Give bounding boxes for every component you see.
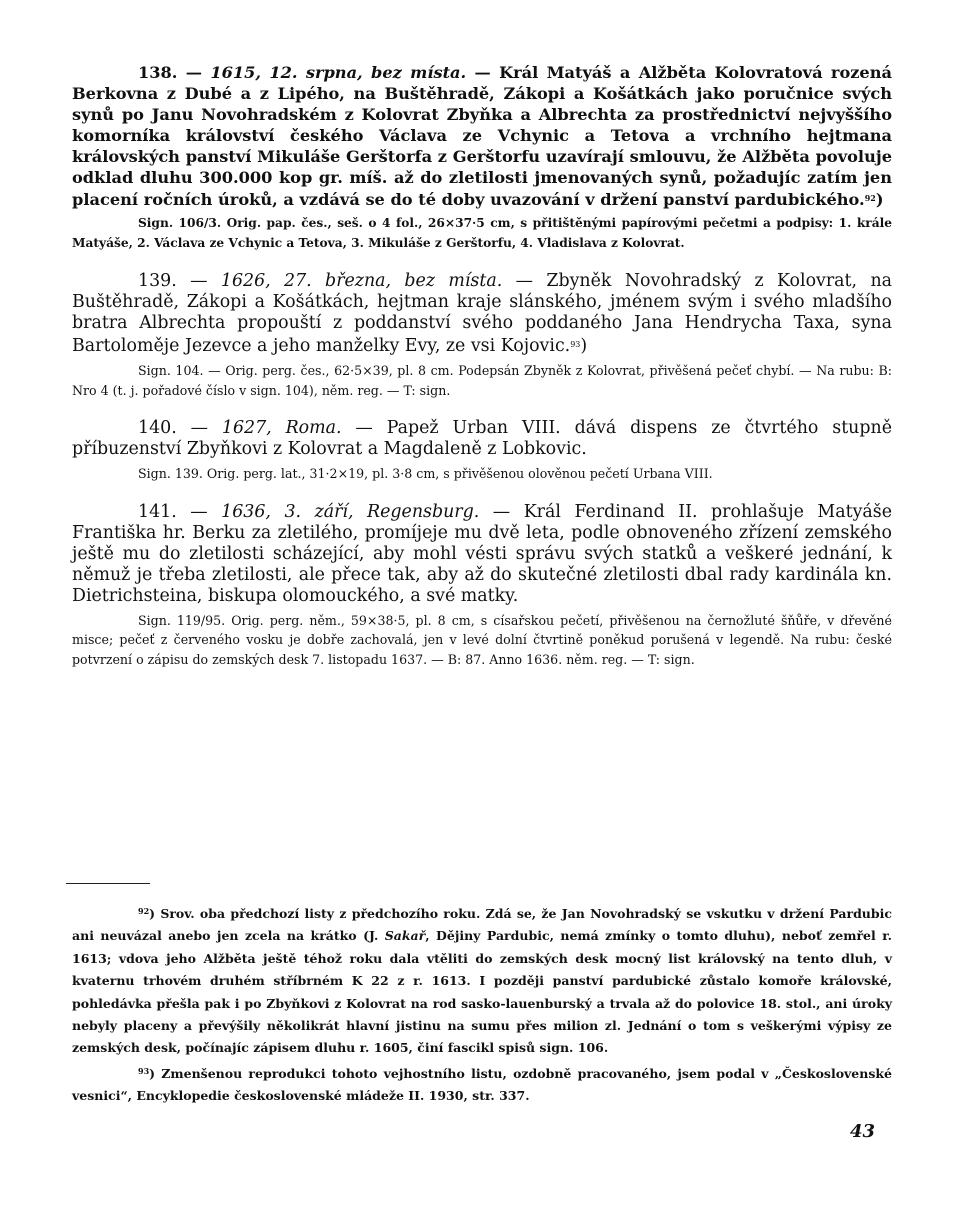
entry-main-text: 141. — 1636, 3. září, Regensburg. — Král Ferdinand II. prohlašuje Matyáše Františka hr. Berku za zletilého, promíjeje mu dvě leta, podle obnoveného zřízení zemského ještě mu do zletilosti scházející, aby mohl vésti správu svých statků a veškeré jednání, k němuž je třeba zletilosti, ale přece tak, aby až do skutečné zletilosti dbal rady kardinála kn. Dietrichsteina, biskupa olomouckého, a své matky.: [72, 501, 892, 606]
entry-141: [72, 502, 892, 670]
entry-text: Papež Urban VIII. dává dispens ze čtvrtého stupně příbuzenství Zbyňkovi z Kolovrat a Magdaleně z Lobkovic.: [72, 418, 893, 459]
footnote-93: [72, 1060, 892, 1108]
entry-date-place: 1615, 12. srpna, bez místa.: [210, 63, 467, 82]
entry-description: Sign. 104. — Orig. perg. čes., 62·5×39, pl. 8 cm. Podepsán Zbyněk z Kolovrat, přivěšená pečeť chybí. — Na rubu: B: Nro 4 (t. j. pořadové číslo v sign. 104), něm. reg. — T: sign.: [72, 363, 892, 398]
footnote-text: ) Zmenšenou reprodukci tohoto vejhostního listu, ozdobně pracovaného, jsem podal v „Československé vesnici“, Encyklopedie československé mládeže II. 1930, str. 337.: [72, 1065, 892, 1104]
document-body: [72, 62, 892, 687]
entry-140: [72, 418, 892, 484]
entry-139: [72, 271, 892, 400]
footnote-ref: 93: [570, 340, 581, 349]
entry-138: [72, 62, 892, 253]
footnote-ref-paren: ): [580, 336, 588, 356]
entry-main-text: 140. — 1627, Roma. — Papež Urban VIII. dává dispens ze čtvrtého stupně příbuzenství Zbyňkovi z Kolovrat a Magdaleně z Lobkovic.: [72, 418, 893, 459]
footnote-text: ) Srov. oba předchozí listy z předchozího roku. Zdá se, že Jan Novohradský se vskutku v držení Pardubic ani neuvázal anebo jen zcela na krátko (J.: [72, 906, 892, 944]
entry-date-place: 1627, Roma.: [221, 418, 342, 438]
footnote-ref: 92: [864, 193, 876, 203]
entry-date-place: 1626, 27. března, bez místa.: [220, 271, 503, 291]
footnote-ref-paren: ): [875, 190, 884, 209]
footnote-92: [72, 900, 892, 1060]
footnote-author: Sakař: [384, 928, 426, 944]
entry-text: Král Matyáš a Alžběta Kolovratová rozená Berkovna z Dubé a z Lipého, na Buštěhradě, Zákopi a Košátkách jako poručnice svých synů po Janu Novohradském z Kolovrat Zbyňka a Albrechta za prostřednictví nejvyššího komorníka království českého Václava ze Vchynic a Tetova a vrchního hejtmana královských panství Mikuláše Gerštorfa z Gerštorfu uzavírají smlouvu, že Alžběta povoluje odklad dluhu 300.000 kop gr. míš. až do zletilosti jmenovaných synů, požadujíc zatím jen placení ročních úroků, a vzdává se do té doby uvazování v držení panství pardubického.: [72, 63, 892, 209]
entry-description: Sign. 106/3. Orig. pap. čes., seš. o 4 fol., 26×37·5 cm, s přitištěnými papírovými pečetmi a podpisy: 1. krále Matyáše, 2. Václava ze Vchynic a Tetova, 3. Mikuláše z Gerštorfu, 4. Vladislava z Kolovrat.: [72, 216, 892, 250]
entry-main-text: 139. — 1626, 27. března, bez místa. — Zbyněk Novohradský z Kolovrat, na Buštěhradě, Zákopi a Košátkách, hejtman kraje slánského, jménem svým i svého mladšího bratra Albrechta propouští z poddanství svého poddaného Jana Hendrycha Taxa, syna Bartoloměje Jezevce a jeho manželky Evy, ze vsi Kojovic.$^{93}$): [72, 271, 893, 356]
entry-number: 139.: [138, 271, 177, 291]
footnote-rule: [66, 883, 150, 884]
entry-text: Zbyněk Novohradský z Kolovrat, na Buštěhradě, Zákopi a Košátkách, hejtman kraje slánského, jménem svým i svého mladšího bratra Albrechta propouští z poddanství svého poddaného Jana Hendrycha Taxa, syna Bartoloměje Jezevce a jeho manželky Evy, ze vsi Kojovic.: [72, 271, 893, 356]
footnote-mark: 92: [138, 906, 150, 916]
entry-description: Sign. 119/95. Orig. perg. něm., 59×38·5, pl. 8 cm, s císařskou pečetí, přivěšenou na černožluté šňůře, v dřevěné misce; pečeť z červeného vosku je dobře zachovalá, jen v levé dolní čtvrtině poněkud porušená v legendě. Na rubu: české potvrzení o zápisu do zemských desk 7. listopadu 1637. — B: 87. Anno 1636. něm. reg. — T: sign.: [72, 612, 892, 667]
footnote-mark: 93: [138, 1065, 150, 1076]
footnote-text-cont: , Dějiny Pardubic, nemá zmínky o tomto dluhu), neboť zemřel r. 1613; vdova jeho Alžběta ještě téhož roku dala vtěliti do zemských desk mocný list královský na tento dluh, v kvaternu trhovém druhém stříbrném K 22 z r. 1613. I později panství pardubické zůstalo komoře královské, pohledávka přešla pak i po Zbyňkovi z Kolovrat na rod sasko-lauenburský a trvala až do polovice 18. stol., ani úroky nebyly placeny a převýšily několikrát hlavní jistinu na sumu přes milion zl. Jednání o tom s veškerými výpisy ze zemských desk, počínajíc zápisem dluhu r. 1605, činí fascikl spisů sign. 106.: [72, 928, 892, 1056]
entry-main-text: 138. — 1615, 12. srpna, bez místa. — Král Matyáš a Alžběta Kolovratová rozená Berkovna z Dubé a z Lipého, na Buštěhradě, Zákopi a Košátkách jako poručnice svých synů po Janu Novohradském z Kolovrat Zbyňka a Albrechta za prostřednictví nejvyššího komorníka království českého Václava ze Vchynic a Tetova a vrchního hejtmana královských panství Mikuláše Gerštorfa z Gerštorfu uzavírají smlouvu, že Alžběta povoluje odklad dluhu 300.000 kop gr. míš. až do zletilosti jmenovaných synů, požadujíc zatím jen placení ročních úroků, a vzdává se do té doby uvazování v držení panství pardubického.$^{92}$): [72, 63, 892, 209]
entry-date-place: 1636, 3. září, Regensburg.: [221, 501, 480, 522]
footnotes: [72, 900, 892, 1108]
entry-number: 140.: [138, 418, 177, 438]
entry-number: 138.: [138, 63, 178, 82]
entry-number: 141.: [138, 501, 177, 522]
entry-description: Sign. 139. Orig. perg. lat., 31·2×19, pl. 3·8 cm, s přivěšenou olověnou pečetí Urbana VIII.: [138, 466, 713, 481]
page-number: 43: [850, 1121, 876, 1142]
entry-text: Král Ferdinand II. prohlašuje Matyáše Františka hr. Berku za zletilého, promíjeje mu dvě leta, podle obnoveného zřízení zemského ještě mu do zletilosti scházející, aby mohl vésti správu svých statků a veškeré jednání, k němuž je třeba zletilosti, ale přece tak, aby až do skutečné zletilosti dbal rady kardinála kn. Dietrichsteina, biskupa olomouckého, a své matky.: [72, 501, 892, 606]
